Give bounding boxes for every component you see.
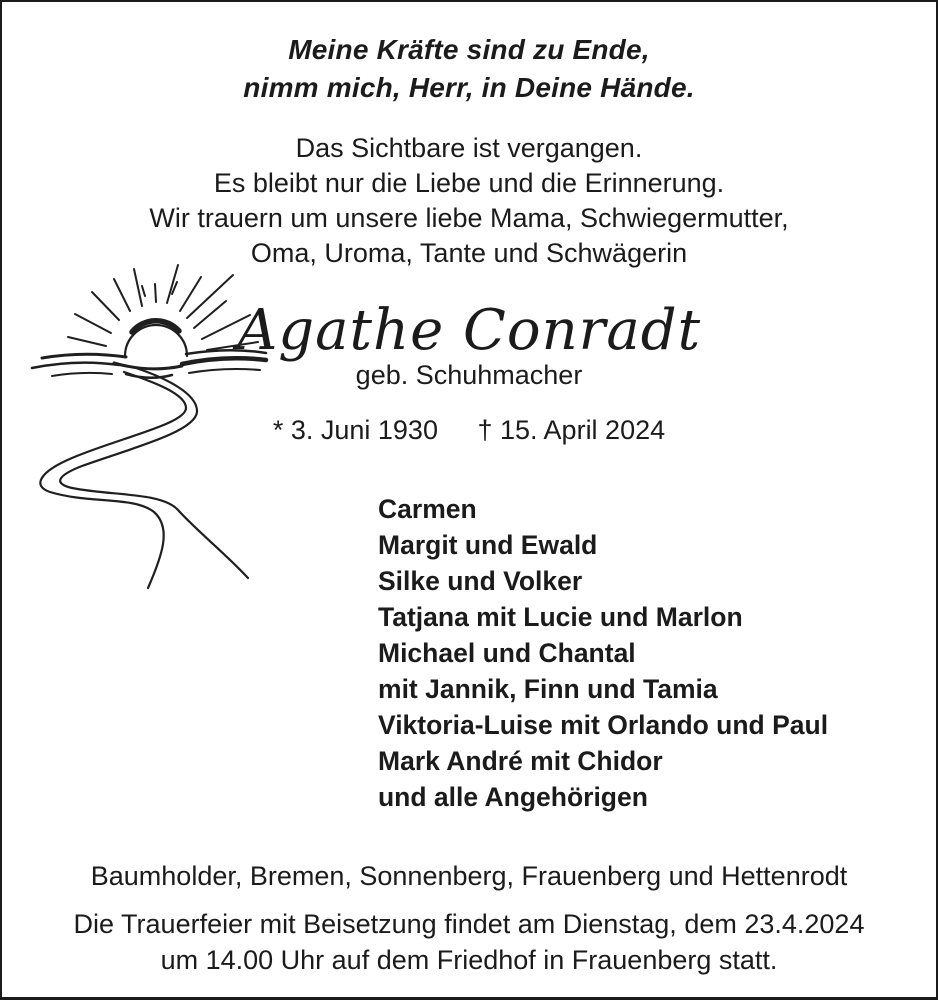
funeral-info [2, 906, 936, 978]
intro-text [2, 131, 936, 271]
sunset-winding-path-illustration [14, 256, 276, 592]
mourner-line: Mark André mit Chidor [378, 746, 663, 776]
mourners-list [378, 491, 828, 815]
intro-line-4: Oma, Uroma, Tante und Schwägerin [250, 238, 688, 268]
sun-icon [125, 321, 187, 356]
intro-line-2: Es bleibt nur die Liebe und die Erinnerung. [213, 168, 725, 198]
mourner-line: Viktoria-Luise mit Orlando und Paul [378, 710, 829, 740]
death-date: † 15. April 2024 [477, 415, 666, 445]
deceased-name: Agathe Conradt [236, 298, 702, 363]
mourner-line: und alle Angehörigen [378, 782, 648, 812]
mourner-line: Margit und Ewald [378, 530, 598, 560]
birth-date: * 3. Juni 1930 [272, 415, 438, 445]
places-line: Baumholder, Bremen, Sonnenberg, Frauenberg und Hettenrodt [90, 861, 848, 891]
mourner-line: Silke und Volker [378, 566, 583, 596]
funeral-line-1: Die Trauerfeier mit Beisetzung findet am Dienstag, dem 23.4.2024 [73, 909, 865, 939]
intro-line-1: Das Sichtbare ist vergangen. [295, 133, 643, 163]
winding-path-icon [40, 368, 248, 588]
sun-rays-icon [68, 265, 258, 350]
verse-line-1: Meine Kräfte sind zu Ende, [288, 34, 650, 65]
intro-line-3: Wir trauern um unsere liebe Mama, Schwiegermutter, [149, 203, 789, 233]
mourner-line: Carmen [378, 494, 477, 524]
verse-line-2: nimm mich, Herr, in Deine Hände. [243, 72, 695, 103]
mourner-line: Michael und Chantal [378, 638, 636, 668]
funeral-line-2: um 14.00 Uhr auf dem Friedhof in Frauenberg statt. [160, 945, 778, 975]
maiden-name: geb. Schuhmacher [355, 360, 583, 390]
mourner-line: mit Jannik, Finn und Tamia [378, 674, 718, 704]
opening-verse [2, 2, 936, 107]
mourner-line: Tatjana mit Lucie und Marlon [378, 602, 743, 632]
